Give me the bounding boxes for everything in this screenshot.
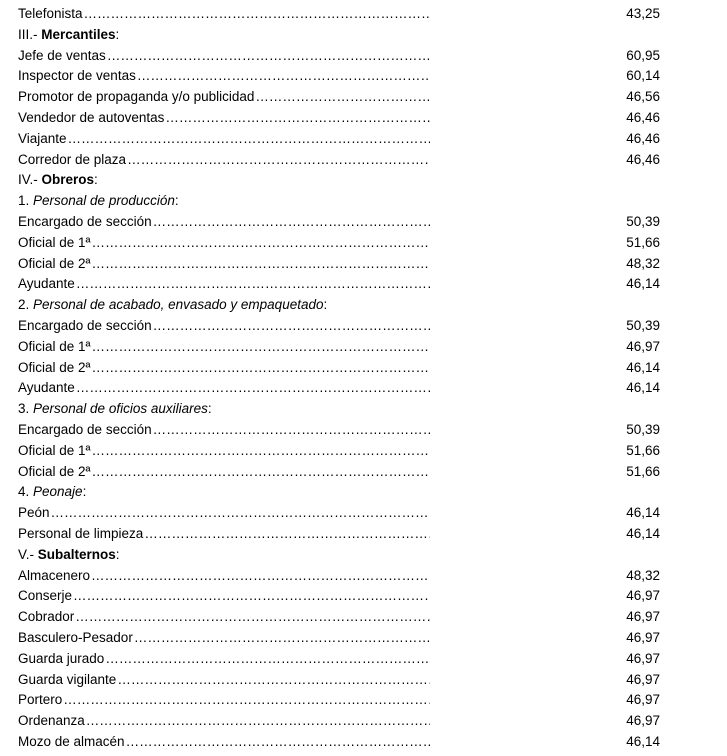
row-label: Ordenanza …………………………………………………………………………………………………………………………………………………………………………………………………………………………………… — [18, 711, 430, 731]
row-label: Personal de limpieza …………………………………………………………………………………………………………………………………………………………………………………………………………………………………… — [18, 524, 430, 544]
subsection-colon: : — [323, 297, 328, 313]
section-heading — [18, 545, 658, 565]
subsection-heading — [18, 399, 658, 419]
subsection-number: 4. — [18, 484, 34, 500]
row-label: Oficial de 2ª …………………………………………………………………………………………………………………………………………………………………………………………………………………………………… — [18, 254, 430, 274]
row-label: Vendedor de autoventas …………………………………………………………………………………………………………………………………………………………………………………………………………………………………… — [18, 108, 430, 128]
table-row — [18, 337, 658, 357]
table-row — [18, 212, 658, 232]
table-row — [18, 254, 658, 274]
subsection-colon: : — [207, 401, 212, 417]
table-row — [18, 670, 658, 690]
row-label: Cobrador …………………………………………………………………………………………………………………………………………………………………………………………………………………………………… — [18, 607, 430, 627]
table-row — [18, 607, 658, 627]
row-label: Oficial de 1ª …………………………………………………………………………………………………………………………………………………………………………………………………………………………………… — [18, 441, 430, 461]
table-row — [18, 732, 658, 752]
row-label: Corredor de plaza …………………………………………………………………………………………………………………………………………………………………………………………………………………………………… — [18, 150, 430, 170]
row-value: 50,39 — [626, 318, 660, 333]
row-value: 51,66 — [626, 234, 660, 250]
table-row — [18, 66, 658, 86]
row-value: 50,39 — [626, 214, 660, 229]
table-row — [18, 129, 658, 149]
table-row — [18, 711, 658, 731]
table-row — [18, 46, 658, 66]
subsection-heading — [18, 191, 658, 211]
row-label: Almacenero …………………………………………………………………………………………………………………………………………………………………………………………………………………………………… — [18, 566, 430, 586]
table-row — [18, 524, 658, 544]
row-label: Oficial de 2ª …………………………………………………………………………………………………………………………………………………………………………………………………………………………………… — [18, 462, 430, 482]
row-value: 51,66 — [626, 463, 660, 479]
row-value: 46,46 — [626, 151, 660, 167]
subsection-number: 2. — [18, 297, 34, 313]
subsection-title: Personal de oficios auxiliares — [33, 401, 208, 417]
table-row — [18, 108, 658, 128]
row-label: Encargado de sección …………………………………………………………………………………………………………………………………………………………………………………………………………………………………… — [18, 212, 430, 232]
row-value: 46,46 — [626, 130, 660, 146]
row-label: Promotor de propaganda y/o publicidad …………………………………………………………………………………………………………………………………………………………………………………………………………………………………… — [18, 87, 430, 107]
table-row — [18, 690, 658, 710]
table-row — [18, 378, 658, 398]
row-label: Oficial de 1ª …………………………………………………………………………………………………………………………………………………………………………………………………………………………………… — [18, 337, 430, 357]
table-row — [18, 358, 658, 378]
section-title: Obreros — [41, 172, 95, 188]
row-value: 46,14 — [626, 276, 660, 292]
section-colon: : — [94, 172, 98, 188]
row-value: 46,97 — [626, 713, 660, 729]
subsection-heading — [18, 295, 658, 315]
row-value: 46,14 — [626, 359, 660, 375]
row-label: Basculero-Pesador …………………………………………………………………………………………………………………………………………………………………………………………………………………………………… — [18, 628, 430, 648]
table-row — [18, 503, 658, 523]
row-value: 60,95 — [626, 47, 660, 63]
table-row — [18, 316, 658, 336]
row-label: Mozo de almacén …………………………………………………………………………………………………………………………………………………………………………………………………………………………………… — [18, 732, 430, 752]
row-label: Encargado de sección …………………………………………………………………………………………………………………………………………………………………………………………………………………………………… — [18, 316, 430, 336]
row-label: Telefonista …………………………………………………………………………………………………………………………………………………………………………………………………………………………………… — [18, 4, 430, 24]
row-label: Oficial de 2ª …………………………………………………………………………………………………………………………………………………………………………………………………………………………………… — [18, 358, 430, 378]
table-row — [18, 462, 658, 482]
row-label: Guarda vigilante …………………………………………………………………………………………………………………………………………………………………………………………………………………………………… — [18, 670, 430, 690]
section-number: III.- — [18, 26, 42, 42]
row-value: 48,32 — [626, 567, 660, 583]
section-number: IV.- — [18, 172, 42, 188]
section-title: Mercantiles — [41, 26, 116, 42]
row-label: Jefe de ventas …………………………………………………………………………………………………………………………………………………………………………………………………………………………………… — [18, 46, 430, 66]
table-row — [18, 420, 658, 440]
section-title: Subalternos — [37, 546, 116, 562]
row-value: 46,14 — [626, 734, 660, 749]
row-value: 46,97 — [626, 650, 660, 666]
table-row — [18, 87, 658, 107]
row-value: 60,14 — [626, 68, 660, 84]
table-row — [18, 649, 658, 669]
table-row — [18, 150, 658, 170]
row-label: Ayudante …………………………………………………………………………………………………………………………………………………………………………………………………………………………………… — [18, 274, 430, 294]
row-value: 46,14 — [626, 526, 660, 541]
row-value: 43,25 — [626, 6, 660, 21]
row-label: Oficial de 1ª …………………………………………………………………………………………………………………………………………………………………………………………………………………………………… — [18, 233, 430, 253]
row-value: 46,14 — [626, 380, 660, 396]
row-label: Conserje …………………………………………………………………………………………………………………………………………………………………………………………………………………………………… — [18, 586, 430, 606]
section-heading — [18, 25, 658, 45]
subsection-number: 1. — [18, 193, 34, 209]
row-label: Viajante …………………………………………………………………………………………………………………………………………………………………………………………………………………………………… — [18, 129, 430, 149]
row-value: 46,56 — [626, 89, 660, 105]
table-row — [18, 628, 658, 648]
row-value: 46,97 — [626, 671, 660, 687]
subsection-colon: : — [174, 193, 179, 209]
subsection-number: 3. — [18, 401, 34, 417]
row-label: Inspector de ventas …………………………………………………………………………………………………………………………………………………………………………………………………………………………………… — [18, 66, 430, 86]
row-value: 46,97 — [626, 338, 660, 354]
table-row — [18, 274, 658, 294]
subsection-title: Peonaje — [33, 484, 83, 500]
section-colon: : — [115, 26, 120, 42]
section-number: V.- — [18, 546, 38, 562]
subsection-title: Personal de producción — [33, 193, 175, 209]
row-value: 46,14 — [626, 505, 660, 521]
row-label: Peón …………………………………………………………………………………………………………………………………………………………………………………………………………………………………… — [18, 503, 430, 523]
row-label: Portero …………………………………………………………………………………………………………………………………………………………………………………………………………………………………… — [18, 690, 430, 710]
row-value: 46,97 — [626, 630, 660, 645]
section-colon: : — [115, 546, 120, 562]
table-row — [18, 586, 658, 606]
row-value: 46,97 — [626, 588, 660, 604]
subsection-heading — [18, 482, 658, 502]
table-row — [18, 441, 658, 461]
row-value: 51,66 — [626, 442, 660, 458]
row-label: Encargado de sección …………………………………………………………………………………………………………………………………………………………………………………………………………………………………… — [18, 420, 430, 440]
row-value: 46,46 — [626, 110, 660, 125]
row-value: 50,39 — [626, 422, 660, 437]
table-row — [18, 566, 658, 586]
subsection-title: Personal de acabado, envasado y empaquetado — [33, 297, 324, 313]
subsection-colon: : — [82, 484, 87, 500]
table-row — [18, 233, 658, 253]
row-value: 46,97 — [626, 609, 660, 625]
row-value: 48,32 — [626, 255, 660, 271]
row-label: Guarda jurado …………………………………………………………………………………………………………………………………………………………………………………………………………………………………… — [18, 649, 430, 669]
row-value: 46,97 — [626, 692, 660, 708]
table-row — [18, 4, 658, 24]
row-label: Ayudante …………………………………………………………………………………………………………………………………………………………………………………………………………………………………… — [18, 378, 430, 398]
section-heading — [18, 170, 658, 190]
